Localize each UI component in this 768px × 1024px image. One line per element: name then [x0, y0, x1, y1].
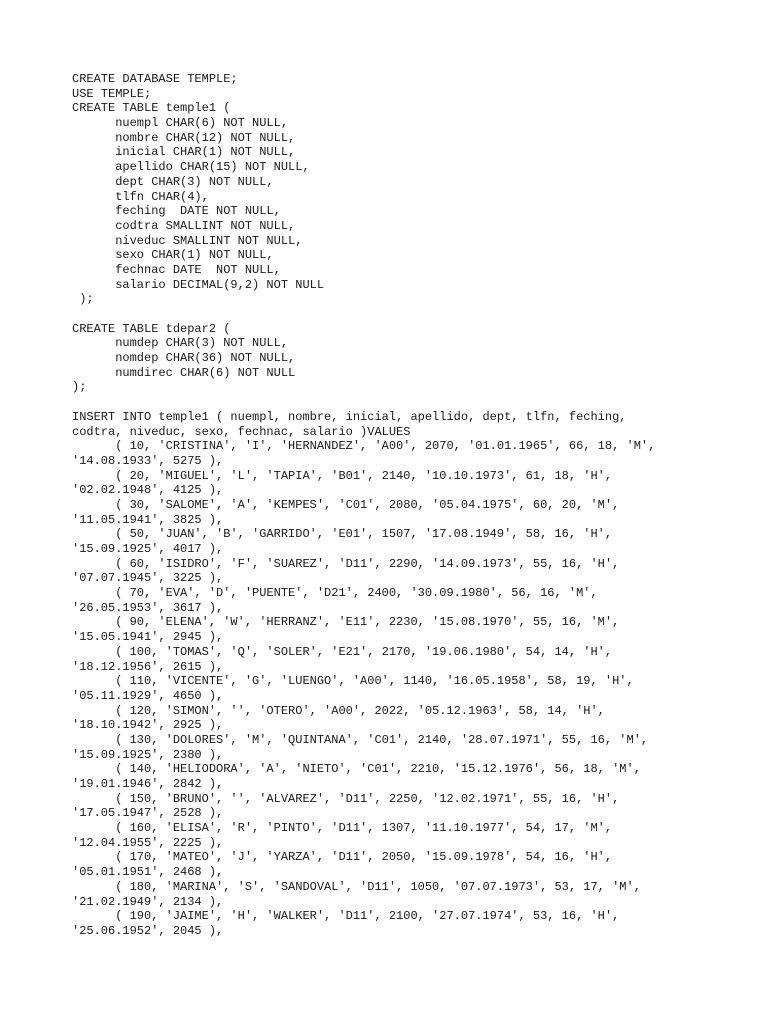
- code-line: );: [72, 380, 87, 395]
- code-line: '21.02.1949', 2134 ),: [72, 894, 224, 909]
- code-line: tlfn CHAR(4),: [72, 189, 209, 204]
- code-line: ( 190, 'JAIME', 'H', 'WALKER', 'D11', 2100, '27.07.1974', 53, 16, 'H',: [72, 909, 620, 924]
- code-line: ( 130, 'DOLORES', 'M', 'QUINTANA', 'C01', 2140, '28.07.1971', 55, 16, 'M',: [72, 732, 649, 747]
- code-line: '18.12.1956', 2615 ),: [72, 659, 224, 674]
- code-line: ( 60, 'ISIDRO', 'F', 'SUAREZ', 'D11', 2290, '14.09.1973', 55, 16, 'H',: [72, 556, 620, 571]
- code-line: );: [72, 292, 94, 307]
- code-line: numdirec CHAR(6) NOT NULL: [72, 365, 296, 380]
- code-line: ( 110, 'VICENTE', 'G', 'LUENGO', 'A00', 1140, '16.05.1958', 58, 19, 'H',: [72, 674, 634, 689]
- code-line: ( 120, 'SIMON', '', 'OTERO', 'A00', 2022, '05.12.1963', 58, 14, 'H',: [72, 703, 605, 718]
- code-line: CREATE TABLE tdepar2 (: [72, 321, 231, 336]
- code-line: nombre CHAR(12) NOT NULL,: [72, 130, 296, 145]
- code-line: ( 20, 'MIGUEL', 'L', 'TAPIA', 'B01', 2140, '10.10.1973', 61, 18, 'H',: [72, 468, 613, 483]
- code-line: '18.10.1942', 2925 ),: [72, 718, 224, 733]
- code-line: nuempl CHAR(6) NOT NULL,: [72, 116, 289, 131]
- blank-line: [72, 395, 732, 410]
- code-line: dept CHAR(3) NOT NULL,: [72, 174, 274, 189]
- code-line: sexo CHAR(1) NOT NULL,: [72, 248, 274, 263]
- code-line: fechnac DATE NOT NULL,: [72, 262, 281, 277]
- code-line: '15.09.1925', 4017 ),: [72, 542, 224, 556]
- code-line: '11.05.1941', 3825 ),: [72, 512, 224, 527]
- code-line: niveduc SMALLINT NOT NULL,: [72, 233, 303, 248]
- code-line: feching DATE NOT NULL,: [72, 204, 281, 219]
- code-line: codtra SMALLINT NOT NULL,: [72, 218, 296, 233]
- code-line: apellido CHAR(15) NOT NULL,: [72, 160, 310, 175]
- code-line: ( 150, 'BRUNO', '', 'ALVAREZ', 'D11', 2250, '12.02.1971', 55, 16, 'H',: [72, 791, 620, 806]
- code-line: ( 10, 'CRISTINA', 'I', 'HERNANDEZ', 'A00', 2070, '01.01.1965', 66, 18, 'M',: [72, 439, 656, 454]
- code-line: ( 160, 'ELISA', 'R', 'PINTO', 'D11', 1307, '11.10.1977', 54, 17, 'M',: [72, 821, 613, 836]
- code-line: numdep CHAR(3) NOT NULL,: [72, 336, 289, 351]
- code-line: '19.01.1946', 2842 ),: [72, 777, 224, 791]
- code-line: '12.04.1955', 2225 ),: [72, 835, 224, 850]
- code-line: '26.05.1953', 3617 ),: [72, 600, 224, 615]
- code-line: '17.05.1947', 2528 ),: [72, 806, 224, 821]
- code-line: salario DECIMAL(9,2) NOT NULL: [72, 277, 325, 292]
- code-line: codtra, niveduc, sexo, fechnac, salario )VALUES: [72, 424, 411, 439]
- code-line: INSERT INTO temple1 ( nuempl, nombre, inicial, apellido, dept, tlfn, feching,: [72, 409, 627, 424]
- sql-code-block: [72, 72, 732, 939]
- code-line: '15.09.1925', 2380 ),: [72, 747, 224, 762]
- code-line: '05.11.1929', 4650 ),: [72, 688, 224, 703]
- code-line: inicial CHAR(1) NOT NULL,: [72, 145, 296, 160]
- code-line: ( 30, 'SALOME', 'A', 'KEMPES', 'C01', 2080, '05.04.1975', 60, 20, 'M',: [72, 497, 620, 512]
- code-line: ( 100, 'TOMAS', 'Q', 'SOLER', 'E21', 2170, '19.06.1980', 54, 14, 'H',: [72, 644, 613, 659]
- code-line: ( 140, 'HELIODORA', 'A', 'NIETO', 'C01', 2210, '15.12.1976', 56, 18, 'M',: [72, 762, 641, 777]
- code-line: ( 70, 'EVA', 'D', 'PUENTE', 'D21', 2400, '30.09.1980', 56, 16, 'M',: [72, 586, 598, 601]
- code-line: '05.01.1951', 2468 ),: [72, 865, 224, 880]
- code-line: ( 50, 'JUAN', 'B', 'GARRIDO', 'E01', 1507, '17.08.1949', 58, 16, 'H',: [72, 527, 613, 542]
- code-line: CREATE DATABASE TEMPLE;: [72, 72, 238, 86]
- code-line: ( 180, 'MARINA', 'S', 'SANDOVAL', 'D11', 1050, '07.07.1973', 53, 17, 'M',: [72, 879, 641, 894]
- blank-line: [72, 307, 732, 322]
- code-line: ( 170, 'MATEO', 'J', 'YARZA', 'D11', 2050, '15.09.1978', 54, 16, 'H',: [72, 850, 613, 865]
- code-line: CREATE TABLE temple1 (: [72, 101, 231, 116]
- code-line: nomdep CHAR(36) NOT NULL,: [72, 351, 296, 366]
- code-line: USE TEMPLE;: [72, 86, 152, 101]
- code-line: '07.07.1945', 3225 ),: [72, 571, 224, 586]
- code-line: '15.05.1941', 2945 ),: [72, 630, 224, 645]
- code-line: '02.02.1948', 4125 ),: [72, 483, 224, 498]
- code-line: '14.08.1933', 5275 ),: [72, 453, 224, 468]
- code-line: '25.06.1952', 2045 ),: [72, 923, 224, 938]
- code-line: ( 90, 'ELENA', 'W', 'HERRANZ', 'E11', 2230, '15.08.1970', 55, 16, 'M',: [72, 615, 620, 630]
